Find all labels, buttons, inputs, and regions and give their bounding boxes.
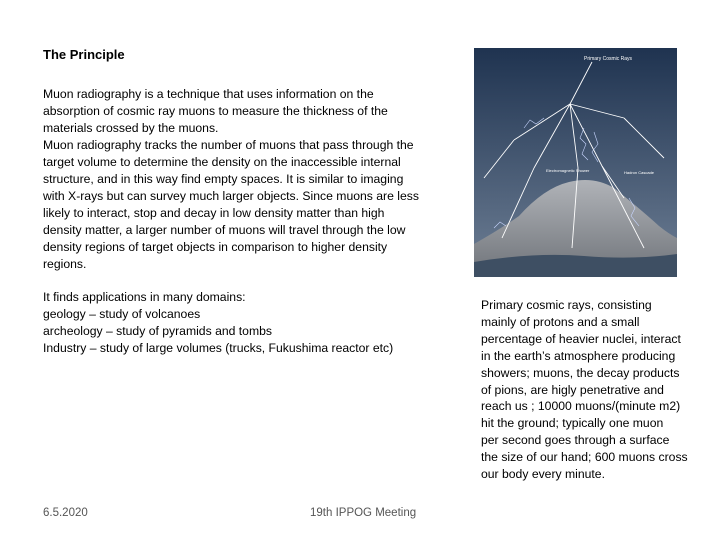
cosmic-ray-illustration <box>474 48 677 277</box>
footer-date: 6.5.2020 <box>43 507 88 519</box>
principle-paragraph: Muon radiography is a technique that uses information on the absorption of cosmic ray muons to measure the thickness of the materials crossed by the muons. Muon radiography tracks the number of muons that pass through the target volume to determine the density on the inaccessible internal structure, and in this way find empty spaces. It is similar to imaging with X-rays but can survey much larger objects. Since muons are less likely to interact, stop and decay in low density matter than high density matter, a larger number of muons will travel through the low density regions of target objects in comparison to higher density regions. <box>43 87 419 271</box>
figure-caption: Primary cosmic rays, consisting mainly of protons and a small percentage of heavier nuclei, interact in the earth’s atmosphere producing showers; muons, the decay products of pions, are higly penetrative and reach us ; 10000 muons/(minute m2) hit the ground; typically one muon per second goes through a surface the size of our hand; 600 muons cross our body every minute. <box>481 298 688 482</box>
slide-title: The Principle <box>43 47 125 62</box>
cosmic-ray-shower-svg <box>474 48 677 277</box>
hadron-cascade-label: Hadron Cascade <box>624 170 655 175</box>
em-shower-label: Electromagnetic Shower <box>546 168 590 173</box>
figure-heading: Primary Cosmic Rays <box>584 56 633 62</box>
applications-paragraph: It finds applications in many domains: geology – study of volcanoes archeology – study of pyramids and tombs Industry – study of large volumes (trucks, Fukushima reactor etc) <box>43 290 394 355</box>
footer-event: 19th IPPOG Meeting <box>310 507 417 519</box>
